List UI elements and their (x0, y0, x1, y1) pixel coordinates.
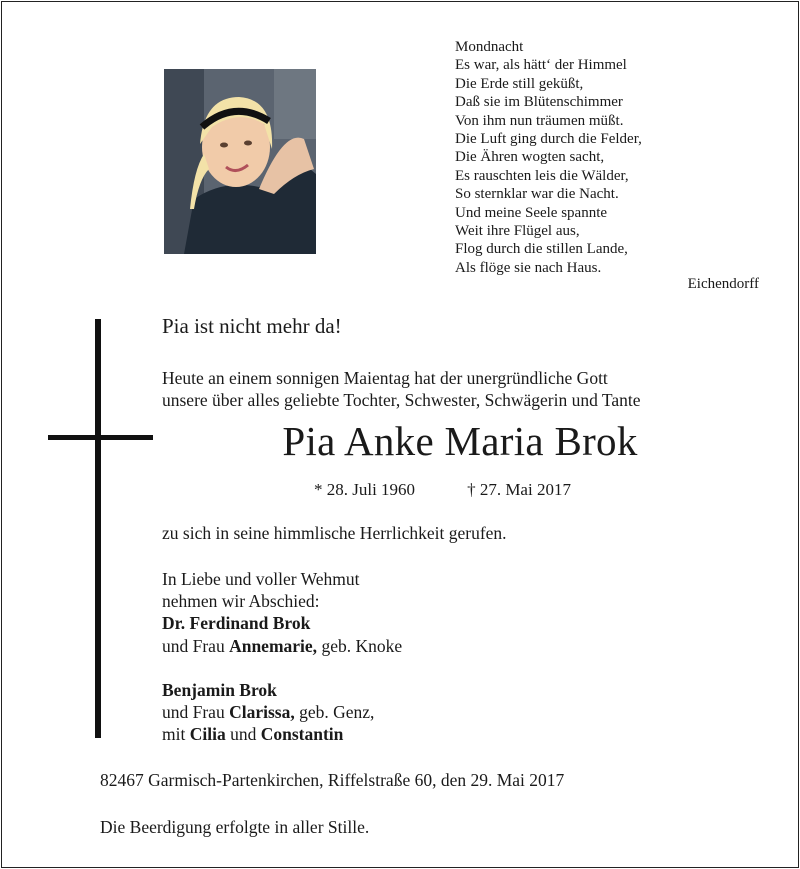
mourner-name: Benjamin Brok (162, 679, 277, 700)
mourners-line: In Liebe und voller Wehmut (162, 569, 360, 589)
life-dates (314, 480, 571, 500)
poem (455, 38, 642, 277)
poem-line: Es rauschten leis die Wälder, (455, 167, 629, 184)
intro-line: unsere über alles geliebte Tochter, Schwester, Schwägerin und Tante (162, 390, 641, 410)
poem-line: Als flöge sie nach Haus. (455, 259, 602, 276)
mourner-text: geb. Genz, (294, 702, 375, 723)
poem-line: So sternklar war die Nacht. (455, 186, 619, 203)
burial-note: Die Beerdigung erfolgte in aller Stille. (100, 817, 370, 837)
poem-line: Es war, als hätt‘ der Himmel (455, 57, 627, 74)
mourners-block (162, 568, 402, 745)
mourner-text: geb. Knoke (317, 635, 403, 656)
poem-line: Weit ihre Flügel aus, (455, 223, 580, 240)
mourner-text: mit (162, 724, 190, 745)
intro-text (162, 367, 641, 411)
mourner-name: Cilia (189, 724, 226, 745)
poem-line: Die Ähren wogten sacht, (455, 149, 605, 166)
mourner-name: Annemarie, (229, 635, 318, 656)
closing-line: zu sich in seine himmlische Herrlichkeit gerufen. (162, 523, 507, 543)
poem-author: Eichendorff (687, 276, 759, 292)
mourner-text: und Frau (162, 702, 230, 723)
mourner-name: Clarissa, (229, 702, 295, 723)
intro-line: Heute an einem sonnigen Maientag hat der unergründliche Gott (162, 368, 608, 388)
poem-line: Flog durch die stillen Lande, (455, 241, 628, 258)
poem-line: Daß sie im Blütenschimmer (455, 94, 623, 111)
poem-line: Von ihm nun träumen müßt. (455, 112, 624, 129)
mourner-name: Dr. Ferdinand Brok (162, 613, 311, 634)
headline: Pia ist nicht mehr da! (162, 314, 342, 338)
death-date: † 27. Mai 2017 (467, 480, 571, 499)
poem-line: Mondnacht (455, 39, 524, 55)
address-line: 82467 Garmisch-Partenkirchen, Riffelstraße 60, den 29. Mai 2017 (100, 770, 565, 790)
cross-icon (95, 319, 101, 738)
mourner-text: und Frau (162, 635, 230, 656)
poem-line: Die Luft ging durch die Felder, (455, 131, 642, 148)
mourner-text: und (225, 724, 261, 745)
mourners-line: nehmen wir Abschied: (162, 591, 320, 612)
portrait-photo (164, 69, 316, 254)
poem-line: Die Erde still geküßt, (455, 75, 584, 92)
mourner-name: Constantin (260, 724, 344, 745)
poem-line: Und meine Seele spannte (455, 204, 608, 221)
deceased-name: Pia Anke Maria Brok (282, 418, 638, 464)
birth-date: * 28. Juli 1960 (314, 480, 416, 499)
